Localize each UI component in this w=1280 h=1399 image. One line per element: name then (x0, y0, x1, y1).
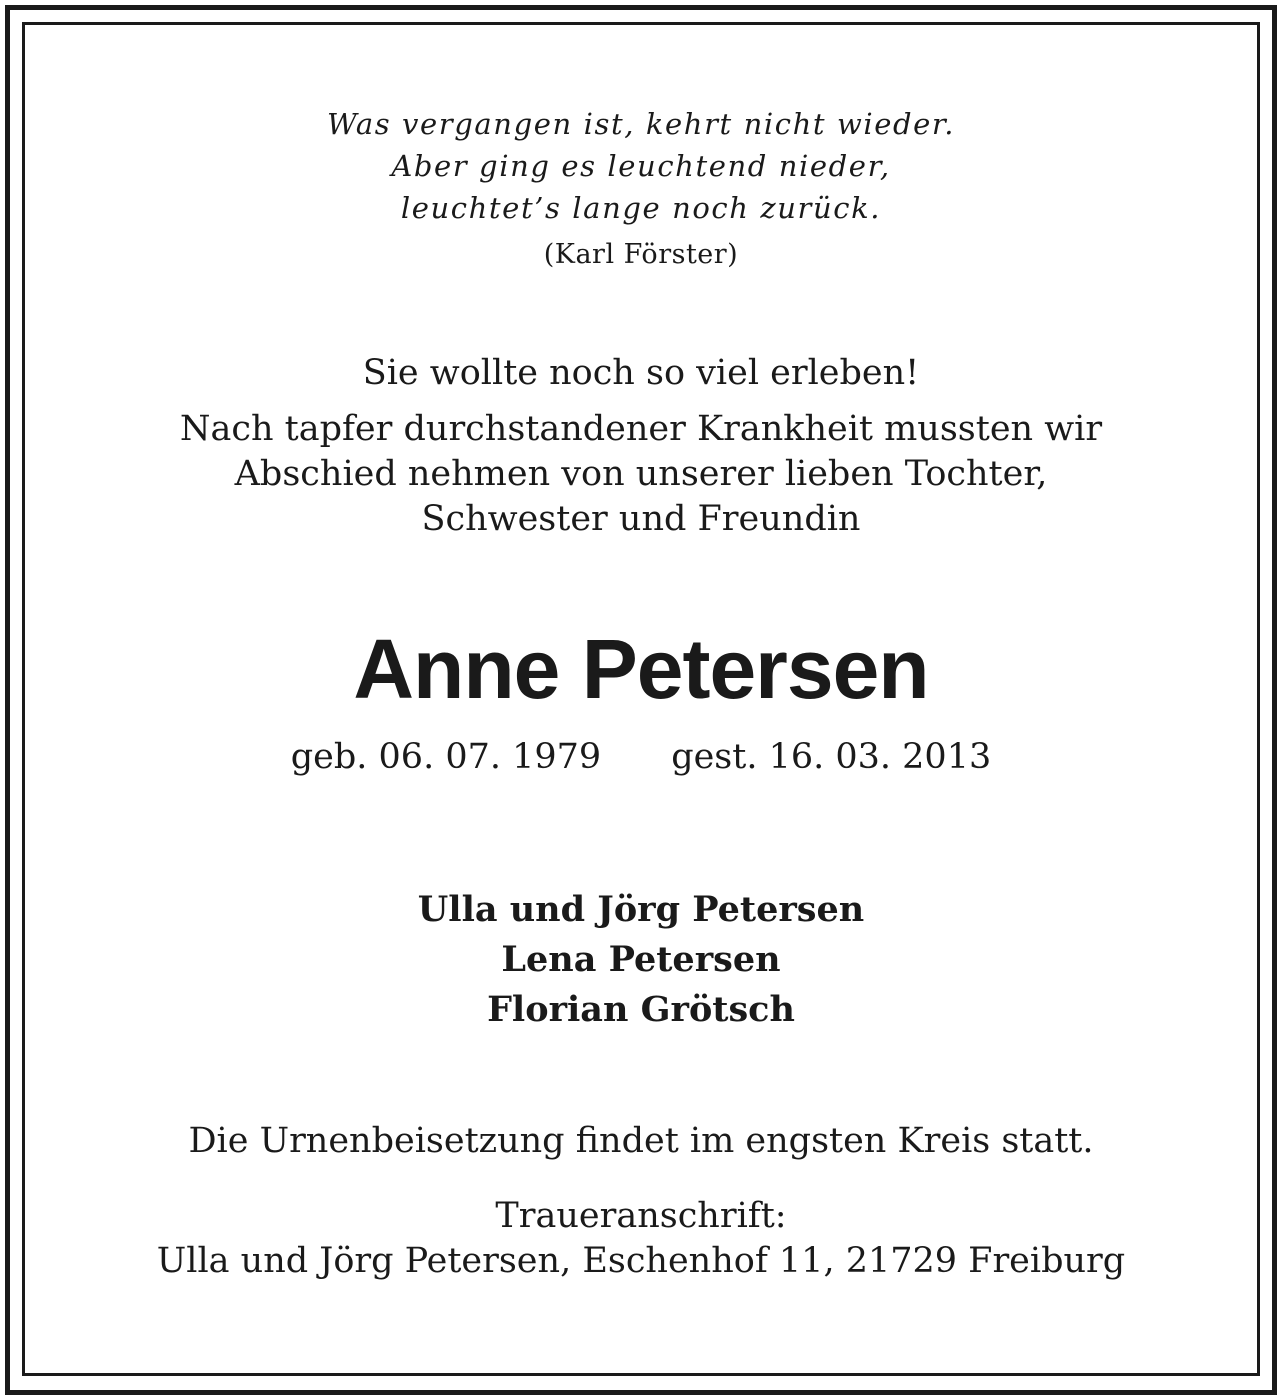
quote-line-3: leuchtet’s lange noch zurück. (400, 191, 882, 225)
funeral-note: Die Urnenbeisetzung findet im engsten Kreis statt. (188, 1121, 1094, 1161)
mourner-2: Lena Petersen (501, 939, 781, 980)
life-dates (25, 737, 1257, 777)
quote-line-2: Aber ging es leuchtend nieder, (391, 149, 891, 183)
announcement-line-2: Nach tapfer durchstandener Krankheit mussten wir (179, 409, 1103, 449)
condolence-address-label: Traueranschrift: (495, 1196, 787, 1236)
obituary-notice (25, 25, 1257, 1373)
deceased-name: Anne Petersen (353, 622, 929, 716)
announcement-line-4: Schwester und Freundin (421, 499, 861, 539)
quote-line-1: Was vergangen ist, kehrt nicht wieder. (326, 107, 956, 141)
mourner-1: Ulla und Jörg Petersen (417, 889, 865, 930)
birth-date: geb. 06. 07. 1979 (290, 737, 602, 777)
condolence-address: Ulla und Jörg Petersen, Eschenhof 11, 21729 Freiburg (156, 1241, 1126, 1281)
death-date: gest. 16. 03. 2013 (671, 737, 992, 777)
announcement-line-1: Sie wollte noch so viel erleben! (362, 353, 920, 393)
announcement-line-3: Abschied nehmen von unserer lieben Tochter, (234, 454, 1048, 494)
mourner-3: Florian Grötsch (487, 989, 795, 1030)
quote-author: (Karl Förster) (543, 239, 739, 270)
